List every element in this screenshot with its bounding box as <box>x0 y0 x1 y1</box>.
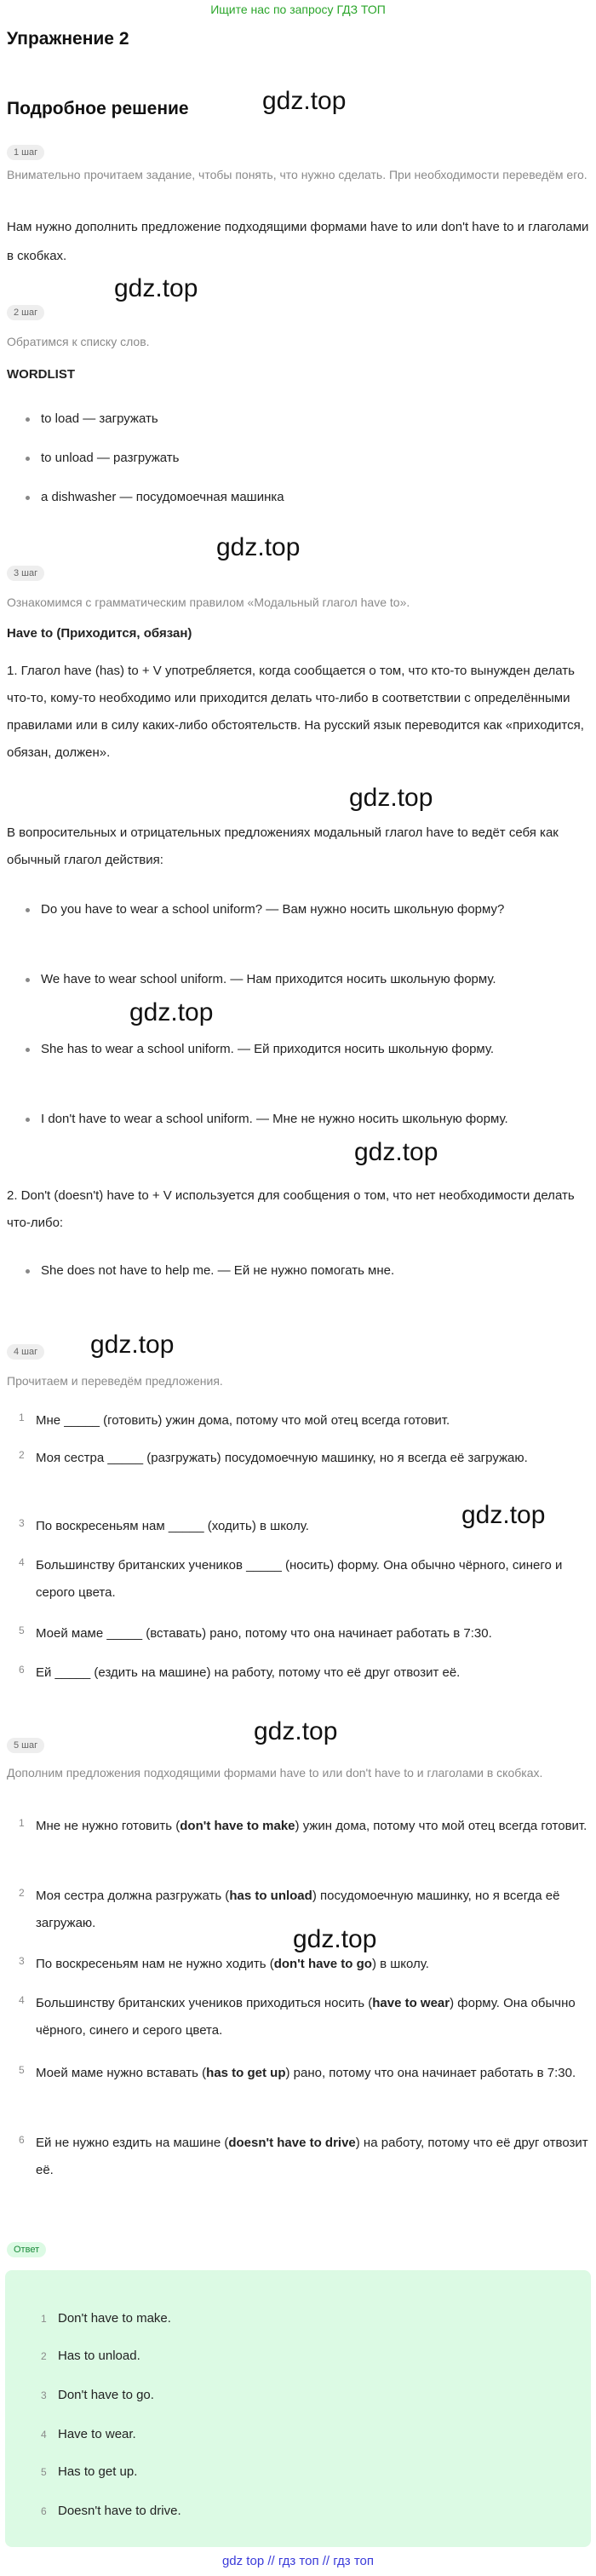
step-badge: 4 шаг <box>7 1344 44 1360</box>
example-item: I don't have to wear a school uniform. — Мне не нужно носить школьную форму. <box>41 1106 586 1133</box>
answer-sentence: 6 Ей не нужно ездить на машине (doesn't have to drive) на работу, потому что её друг отвозит её. <box>19 2134 588 2177</box>
step-hint: Прочитаем и переведём предложения. <box>7 1374 223 1388</box>
answer-sentence: 1 Мне не нужно готовить (don't have to make) ужин дома, потому что мой отец всегда готовит. <box>19 1817 587 1833</box>
watermark: gdz.top <box>293 1925 377 1953</box>
exercise-item: 5 Моей маме _____ (вставать) рано, потому что она начинает работать в 7:30. <box>19 1624 492 1641</box>
exercise-item: 3 По воскресеньям нам _____ (ходить) в школу. <box>19 1517 309 1533</box>
step-badge: 2 шаг <box>7 305 44 320</box>
wordlist-item: to unload — разгружать <box>41 448 180 469</box>
solution-subtitle: Подробное решение <box>7 99 189 118</box>
watermark: gdz.top <box>90 1331 175 1359</box>
answer-sentence: 5 Моей маме нужно вставать (has to get up) рано, потому что она начинает работать в 7:30. <box>19 2064 576 2080</box>
exercise-item: 2 Моя сестра _____ (разгружать) посудомоечную машинку, но я всегда её загружаю. <box>19 1449 528 1465</box>
watermark: gdz.top <box>129 998 214 1026</box>
step-badge: 1 шаг <box>7 145 44 160</box>
watermark: gdz.top <box>461 1501 546 1529</box>
wordlist-item: a dishwasher — посудомоечная машинка <box>41 487 284 508</box>
answer-badge: Ответ <box>7 2242 46 2257</box>
exercise-item: 6 Ей _____ (ездить на машине) на работу, потому что её друг отвозит её. <box>19 1664 461 1680</box>
rule-heading: Have to (Приходится, обязан) <box>7 626 192 641</box>
example-item: Do you have to wear a school uniform? — Вам нужно носить школьную форму? <box>41 896 586 923</box>
step-badge: 5 шаг <box>7 1738 44 1753</box>
rule-paragraph: 2. Don't (doesn't) have to + V используется для сообщения о том, что нет необходимости делать что-либо: <box>7 1188 575 1230</box>
answer-item: 2 Has to unload. <box>41 2349 140 2363</box>
example-item: She does not have to help me. — Ей не нужно помогать мне. <box>41 1261 586 1281</box>
exercise-item: 1 Мне _____ (готовить) ужин дома, потому что мой отец всегда готовит. <box>19 1412 450 1428</box>
example-item: She has to wear a school uniform. — Ей приходится носить школьную форму. <box>41 1036 586 1063</box>
step-hint: Дополним предложения подходящими формами have to или don't have to и глаголами в скобках. <box>7 1766 543 1780</box>
watermark: gdz.top <box>254 1717 338 1745</box>
step-hint: Ознакомимся с грамматическим правилом «Модальный глагол have to». <box>7 595 410 609</box>
step-text: Нам нужно дополнить предложение подходящими формами have to или don't have to и глаголами в скобках. <box>7 220 589 263</box>
answer-item: 3 Don't have to go. <box>41 2388 154 2402</box>
watermark: gdz.top <box>216 533 301 561</box>
exercise-item: 4 Большинству британских учеников _____ (носить) форму. Она обычно чёрного, синего и серого цвета. <box>19 1556 563 1600</box>
rule-paragraph: В вопросительных и отрицательных предложениях модальный глагол have to ведёт себя как обычный глагол действия: <box>7 825 559 867</box>
wordlist-heading: WORDLIST <box>7 367 75 382</box>
watermark: gdz.top <box>262 87 347 115</box>
step-hint: Внимательно прочитаем задание, чтобы понять, что нужно сделать. При необходимости переведём его. <box>7 168 587 181</box>
answer-sentence: 4 Большинству британских учеников приходиться носить (have to wear) форму. Она обычно чёрного, синего и серого цвета. <box>19 1994 576 2038</box>
watermark: gdz.top <box>354 1138 438 1166</box>
top-banner[interactable]: Ищите нас по запросу ГДЗ ТОП <box>210 3 386 16</box>
answer-item: 5 Has to get up. <box>41 2464 138 2479</box>
watermark: gdz.top <box>349 784 433 812</box>
answer-sentence: 2 Моя сестра должна разгружать (has to unload) посудомоечную машинку, но я всегда её загружаю. <box>19 1887 560 1930</box>
answer-item: 1 Don't have to make. <box>41 2311 171 2326</box>
step-hint: Обратимся к списку слов. <box>7 335 150 348</box>
footer-links[interactable]: gdz top // гдз топ // гдз топ <box>221 2554 375 2568</box>
answer-item: 6 Doesn't have to drive. <box>41 2504 181 2518</box>
wordlist-item: to load — загружать <box>41 409 158 429</box>
answer-item: 4 Have to wear. <box>41 2427 136 2441</box>
page-title: Упражнение 2 <box>7 29 129 49</box>
watermark: gdz.top <box>114 274 198 302</box>
step-badge: 3 шаг <box>7 566 44 581</box>
rule-paragraph: 1. Глагол have (has) to + V употребляется, когда сообщается о том, что кто-то вынужден делать что-то, кому-то необходимо или приходится делать что-либо в соответствии с определёнными правилами или в силу каких-либо обстоятельств. На русский язык переводится как «приходится, обязан, должен». <box>7 664 584 760</box>
example-item: We have to wear school uniform. — Нам приходится носить школьную форму. <box>41 966 586 993</box>
answer-sentence: 3 По воскресеньям нам не нужно ходить (don't have to go) в школу. <box>19 1955 429 1971</box>
